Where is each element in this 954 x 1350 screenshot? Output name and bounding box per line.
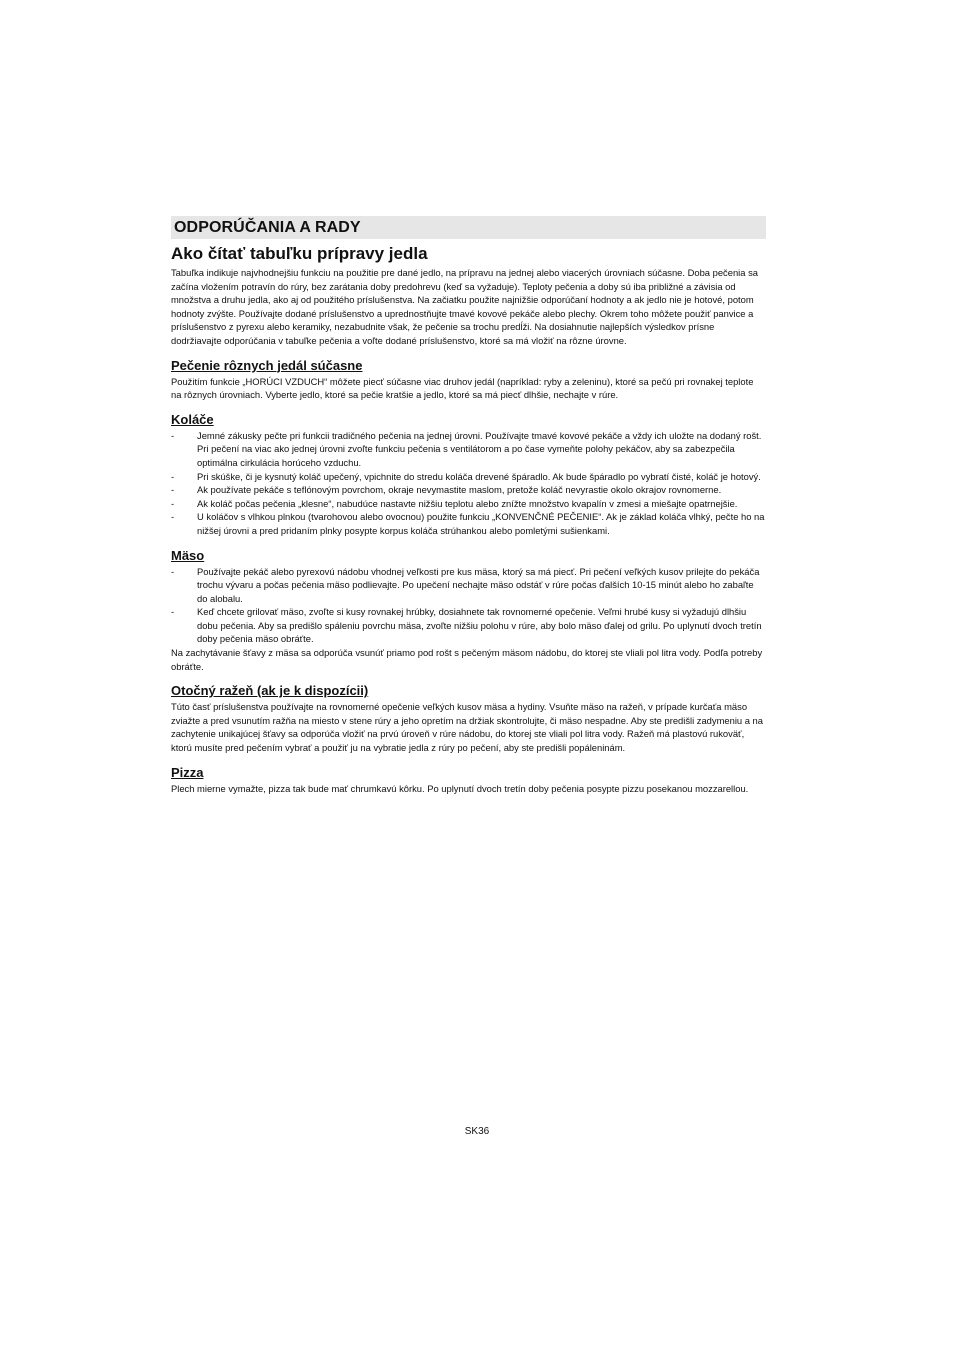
list-item: - Keď chcete grilovať mäso, zvoľte si kusy rovnakej hrúbky, dosiahnete tak rovnomerné opečenie. Veľmi hrubé kusy si vyžadujú dlhšiu dobu pečenia. Aby sa predišlo spáleniu povrchu mäsa, zvoľte nižšiu polohu v rúre, aby bolo mäso ďalej od grilu. Po uplynutí dvoch tretín doby pečenia mäso obráťte. bbox=[171, 605, 766, 646]
spit-heading: Otočný ražeň (ak je k dispozícii) bbox=[171, 683, 369, 699]
multi-paragraph: Použitím funkcie „HORÚCI VZDUCH“ môžete piecť súčasne viac druhov jedál (napríklad: ryby a zeleninu), ktoré sa pečú pri rovnakej teplote na rôznych úrovniach. Vyberte jedlo, ktoré sa pečie kratšie a jedlo, ktoré sa má piecť dlhšie, nechajte v rúre. bbox=[171, 375, 754, 401]
spit-paragraph: Túto časť príslušenstva používajte na rovnomerné opečenie veľkých kusov mäsa a hydiny. Vsuňte mäso na ražeň, v prípade kurčaťa mäso zviažte a pred vsunutím ražňa na miesto v stene rúry a jeho opretím na držiak skontrolujte, či mäso nespadne. Aby ste predišli zadymeniu a na zachytenie unikajúcej šťavy sa odporúča vložiť na prvú úroveň v rúre nádobu, do ktorej ste vliali pol litra vody. Ražeň má plastovú rukoväť, ktorú musíte pred pečením vybrať a použiť ju na vybratie jedla z rúry po pečení, aby ste predišli popáleninám. bbox=[171, 701, 763, 754]
section-title: ODPORÚČANIA A RADY bbox=[174, 218, 361, 236]
list-item: - Jemné zákusky pečte pri funkcii tradičného pečenia na jednej úrovni. Používajte tmavé kovové pekáče a vždy ich uložte na dodaný rošt. Pri pečení na viac ako jednej úrovni zvoľte funkciu pečenia s ventilátorom a po čase vymeňte polohy pekáčov, aby sa zabezpečila optimálna cirkulácia horúceho vzduchu. bbox=[171, 429, 766, 470]
meat-note: Na zachytávanie šťavy z mäsa sa odporúča vsunúť priamo pod rošt s pečeným mäsom nádobu, do ktorej ste vliali pol litra vody. Podľa potreby obráťte. bbox=[171, 647, 763, 672]
list-item: - Pri skúške, či je kysnutý koláč upečený, vpichnite do stredu koláča drevené špáradlo. Ak bude špáradlo po vybratí čisté, koláč je hotový. bbox=[171, 470, 766, 484]
page-number: SK36 bbox=[464, 1126, 490, 1137]
list-item: - Ak používate pekáče s teflónovým povrchom, okraje nevymastite maslom, pretože koláč nevyrastie okolo okrajov rovnomerne. bbox=[171, 483, 766, 497]
meat-heading: Mäso bbox=[171, 547, 205, 563]
pizza-heading: Pizza bbox=[171, 764, 204, 780]
intro-paragraph: Tabuľka indikuje najvhodnejšiu funkciu na použitie pre dané jedlo, na prípravu na jednej alebo viacerých úrovniach súčasne. Doba pečenia sa začína vložením potravín do rúry, bez zarátania doby predohrevu (keď sa vyžaduje). Teploty pečenia a doby sú iba približné a závisia od množstva a druhu jedla, ako aj od použitého príslušenstva. Na začiatku použite najnižšie odporúčaní hodnoty a ak jedlo nie je hotové, potom hodnoty zvýšte. Používajte dodané príslušenstvo a uprednostňujte tmavé kovové pekáče alebo plechy. Okrem toho môžete použiť panvice a príslušenstvo z pyrexu alebo keramiky, nezabudnite však, že pečenie sa trochu predĺži. Na dosiahnutie najlepších výsledkov prísne dodržiavajte odporúčania v tabuľke pečenia a voľte dodané príslušenstvo, ktoré sa má vložiť na rôzne úrovne. bbox=[171, 267, 758, 346]
list-item: - Používajte pekáč alebo pyrexovú nádobu vhodnej veľkosti pre kus mäsa, ktorý sa má piecť. Pri pečení veľkých kusov prilejte do pekáča trochu vývaru a počas pečenia mäso podlievajte. Po upečení nechajte mäso odstáť v rúre počas ďalších 10-15 minút alebo ho zabaľte do alobalu. bbox=[171, 565, 766, 606]
list-item: - U koláčov s vlhkou plnkou (tvarohovou alebo ovocnou) použite funkciu „KONVENČNÉ PEČENIE“. Ak je základ koláča vlhký, pečte ho na nižšej úrovni a pred pridaním plnky posypte korpus koláča strúhankou alebo pomletými sušienkami. bbox=[171, 510, 766, 537]
pizza-paragraph: Plech mierne vymažte, pizza tak bude mať chrumkavú kôrku. Po uplynutí dvoch tretín doby pečenia posypte pizzu posekanou mozzarellou. bbox=[171, 782, 749, 794]
cakes-heading: Koláče bbox=[171, 411, 214, 427]
multi-heading: Pečenie rôznych jedál súčasne bbox=[171, 357, 363, 373]
main-heading: Ako čítať tabuľku prípravy jedla bbox=[171, 244, 428, 263]
list-item: - Ak koláč počas pečenia „klesne“, nabudúce nastavte nižšiu teplotu alebo znížte množstvo kvapalín v zmesi a miešajte opatrnejšie. bbox=[171, 497, 766, 511]
page-content bbox=[171, 216, 766, 795]
section-banner bbox=[171, 216, 766, 239]
cakes-list bbox=[171, 429, 766, 538]
meat-list bbox=[171, 565, 766, 647]
